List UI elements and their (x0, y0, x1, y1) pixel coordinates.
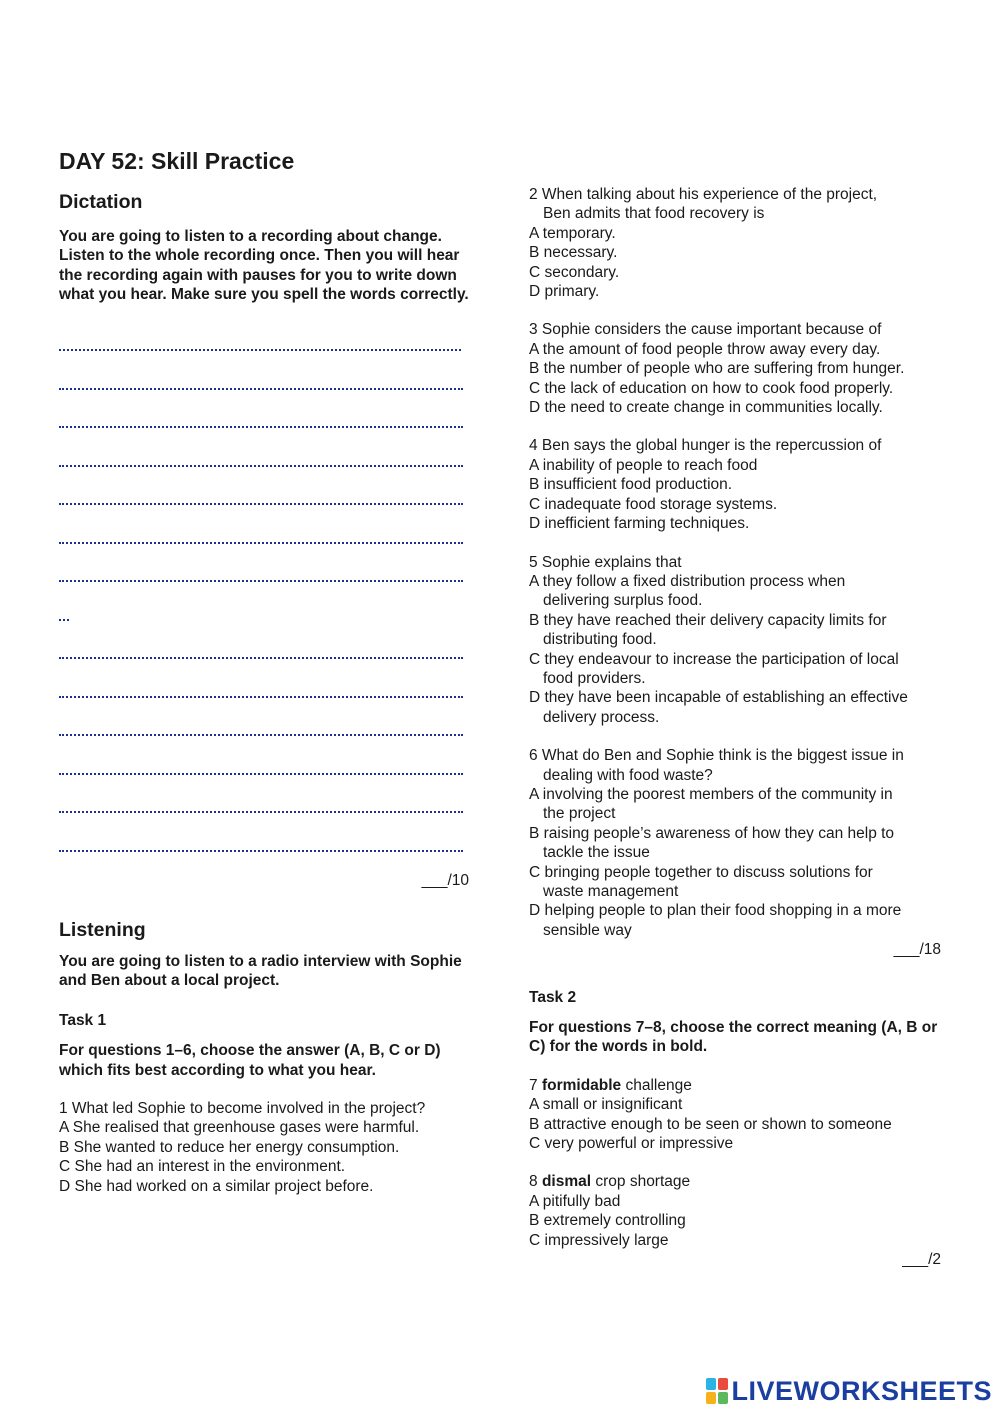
answer-option[interactable]: C She had an interest in the environment. (59, 1158, 346, 1176)
logo-mark-icon (706, 1378, 728, 1404)
question-1 (59, 1099, 474, 1196)
dictation-line[interactable] (59, 365, 463, 404)
answer-option-cont[interactable]: waste management (543, 883, 679, 900)
task1-heading: Task 1 (59, 1011, 107, 1029)
answer-option[interactable]: B extremely controlling (529, 1212, 686, 1230)
answer-option[interactable]: A the amount of food people throw away every day. (529, 340, 881, 358)
answer-option[interactable]: D helping people to plan their food shopping in a more (529, 902, 902, 920)
dictation-line[interactable] (59, 750, 463, 789)
question-stem: 5 Sophie explains that (529, 553, 682, 571)
dictation-line[interactable] (59, 827, 463, 866)
task1-score: ___/18 (893, 941, 941, 959)
right-column (529, 185, 944, 1270)
answer-option[interactable]: B necessary. (529, 244, 618, 262)
answer-option-cont[interactable]: delivering surplus food. (543, 592, 703, 610)
answer-option-cont[interactable]: the project (543, 805, 616, 823)
question-rest: crop shortage (595, 1173, 691, 1191)
answer-option[interactable]: C bringing people together to discuss solutions for (529, 863, 873, 881)
question-stem: 3 Sophie considers the cause important because of (529, 321, 882, 339)
question-2 (529, 185, 944, 301)
question-stem: 6 What do Ben and Sophie think is the biggest issue in (529, 747, 904, 765)
answer-option[interactable]: C the lack of education on how to cook food properly. (529, 379, 894, 397)
bold-word: formidable (541, 1076, 622, 1094)
answer-option[interactable]: C secondary. (529, 263, 620, 281)
answer-option[interactable]: A She realised that greenhouse gases were harmful. (59, 1119, 420, 1137)
answer-option-cont[interactable]: tackle the issue (543, 844, 650, 862)
question-stem: 2 When talking about his experience of the project, (529, 186, 878, 203)
question-rest: challenge (625, 1076, 692, 1094)
question-5 (529, 553, 944, 728)
answer-option[interactable]: D inefficient farming techniques. (529, 515, 750, 533)
page-title: DAY 52: Skill Practice (59, 148, 295, 174)
task2-score: ___/2 (902, 1251, 941, 1269)
bold-word: dismal (541, 1173, 592, 1191)
logo-block (706, 1392, 716, 1404)
question-8 (529, 1172, 944, 1250)
answer-option[interactable]: A they follow a fixed distribution process when (529, 572, 846, 590)
question-4 (529, 436, 944, 533)
answer-option-cont[interactable]: sensible way (543, 921, 632, 939)
question-stem (529, 1172, 944, 1191)
logo-text: LIVEWORKSHEETS (731, 1375, 992, 1406)
question-6 (529, 746, 944, 940)
dictation-line[interactable] (59, 712, 463, 751)
answer-option[interactable]: C they endeavour to increase the participation of local (529, 650, 899, 668)
answer-option[interactable]: D primary. (529, 283, 600, 301)
question-stem (529, 1076, 944, 1095)
question-stem-cont: dealing with food waste? (543, 766, 713, 784)
logo-block (706, 1378, 716, 1390)
question-3 (529, 320, 944, 417)
dictation-line[interactable] (59, 327, 463, 366)
answer-option[interactable]: B attractive enough to be seen or shown to someone (529, 1115, 892, 1133)
dictation-line[interactable] (59, 481, 463, 520)
dictation-line[interactable] (59, 404, 463, 443)
answer-option[interactable]: D the need to create change in communities locally. (529, 399, 883, 417)
logo-block (718, 1378, 728, 1390)
task2-heading: Task 2 (529, 988, 577, 1006)
dictation-line[interactable] (59, 673, 463, 712)
left-column (59, 190, 474, 1196)
answer-option[interactable]: D they have been incapable of establishing an effective (529, 689, 908, 707)
answer-option[interactable]: D She had worked on a similar project before. (59, 1177, 374, 1195)
answer-option[interactable]: B they have reached their delivery capacity limits for (529, 611, 887, 629)
answer-option-cont[interactable]: food providers. (543, 669, 646, 687)
answer-option[interactable]: C inadequate food storage systems. (529, 495, 778, 513)
dictation-answer-lines (59, 327, 463, 866)
dictation-instructions: You are going to listen to a recording about change. Listen to the whole recording once. Then you will hear the recording again with pauses for you to write down what you hear. Make sure you spell the words correctly. (59, 228, 469, 304)
dictation-line[interactable] (59, 596, 463, 635)
listening-instructions: You are going to listen to a radio interview with Sophie and Ben about a local project. (59, 953, 462, 990)
liveworksheets-logo[interactable] (706, 1377, 992, 1405)
question-number: 7 (529, 1076, 538, 1094)
dictation-score: ___/10 (421, 871, 469, 889)
dictation-heading: Dictation (59, 191, 143, 213)
dictation-line[interactable] (59, 558, 463, 597)
answer-option-cont[interactable]: distributing food. (543, 631, 657, 649)
answer-option[interactable]: A inability of people to reach food (529, 456, 758, 474)
answer-option[interactable]: B the number of people who are suffering from hunger. (529, 360, 905, 378)
dictation-line[interactable] (59, 789, 463, 828)
task1-instructions: For questions 1–6, choose the answer (A, B, C or D) which fits best according to what you hear. (59, 1042, 441, 1079)
answer-option[interactable]: A involving the poorest members of the community in (529, 785, 893, 803)
answer-option[interactable]: A temporary. (529, 224, 616, 242)
dictation-line[interactable] (59, 442, 463, 481)
dictation-line[interactable] (59, 635, 463, 674)
question-stem: 4 Ben says the global hunger is the repercussion of (529, 437, 882, 455)
answer-option-cont[interactable]: delivery process. (543, 708, 660, 726)
task2-instructions: For questions 7–8, choose the correct meaning (A, B or C) for the words in bold. (529, 1019, 938, 1056)
answer-option[interactable]: A pitifully bad (529, 1192, 621, 1210)
answer-option[interactable]: C impressively large (529, 1231, 669, 1249)
question-7 (529, 1076, 944, 1154)
answer-option[interactable]: B raising people’s awareness of how they can help to (529, 824, 895, 842)
question-number: 8 (529, 1173, 538, 1191)
listening-heading: Listening (59, 919, 146, 942)
dictation-line[interactable] (59, 519, 463, 558)
question-stem-cont: Ben admits that food recovery is (543, 205, 765, 223)
question-stem: 1 What led Sophie to become involved in the project? (59, 1100, 426, 1118)
answer-option[interactable]: A small or insignificant (529, 1096, 683, 1114)
logo-block (718, 1392, 728, 1404)
answer-option[interactable]: C very powerful or impressive (529, 1135, 734, 1153)
answer-option[interactable]: B insufficient food production. (529, 476, 733, 494)
answer-option[interactable]: B She wanted to reduce her energy consumption. (59, 1138, 400, 1156)
